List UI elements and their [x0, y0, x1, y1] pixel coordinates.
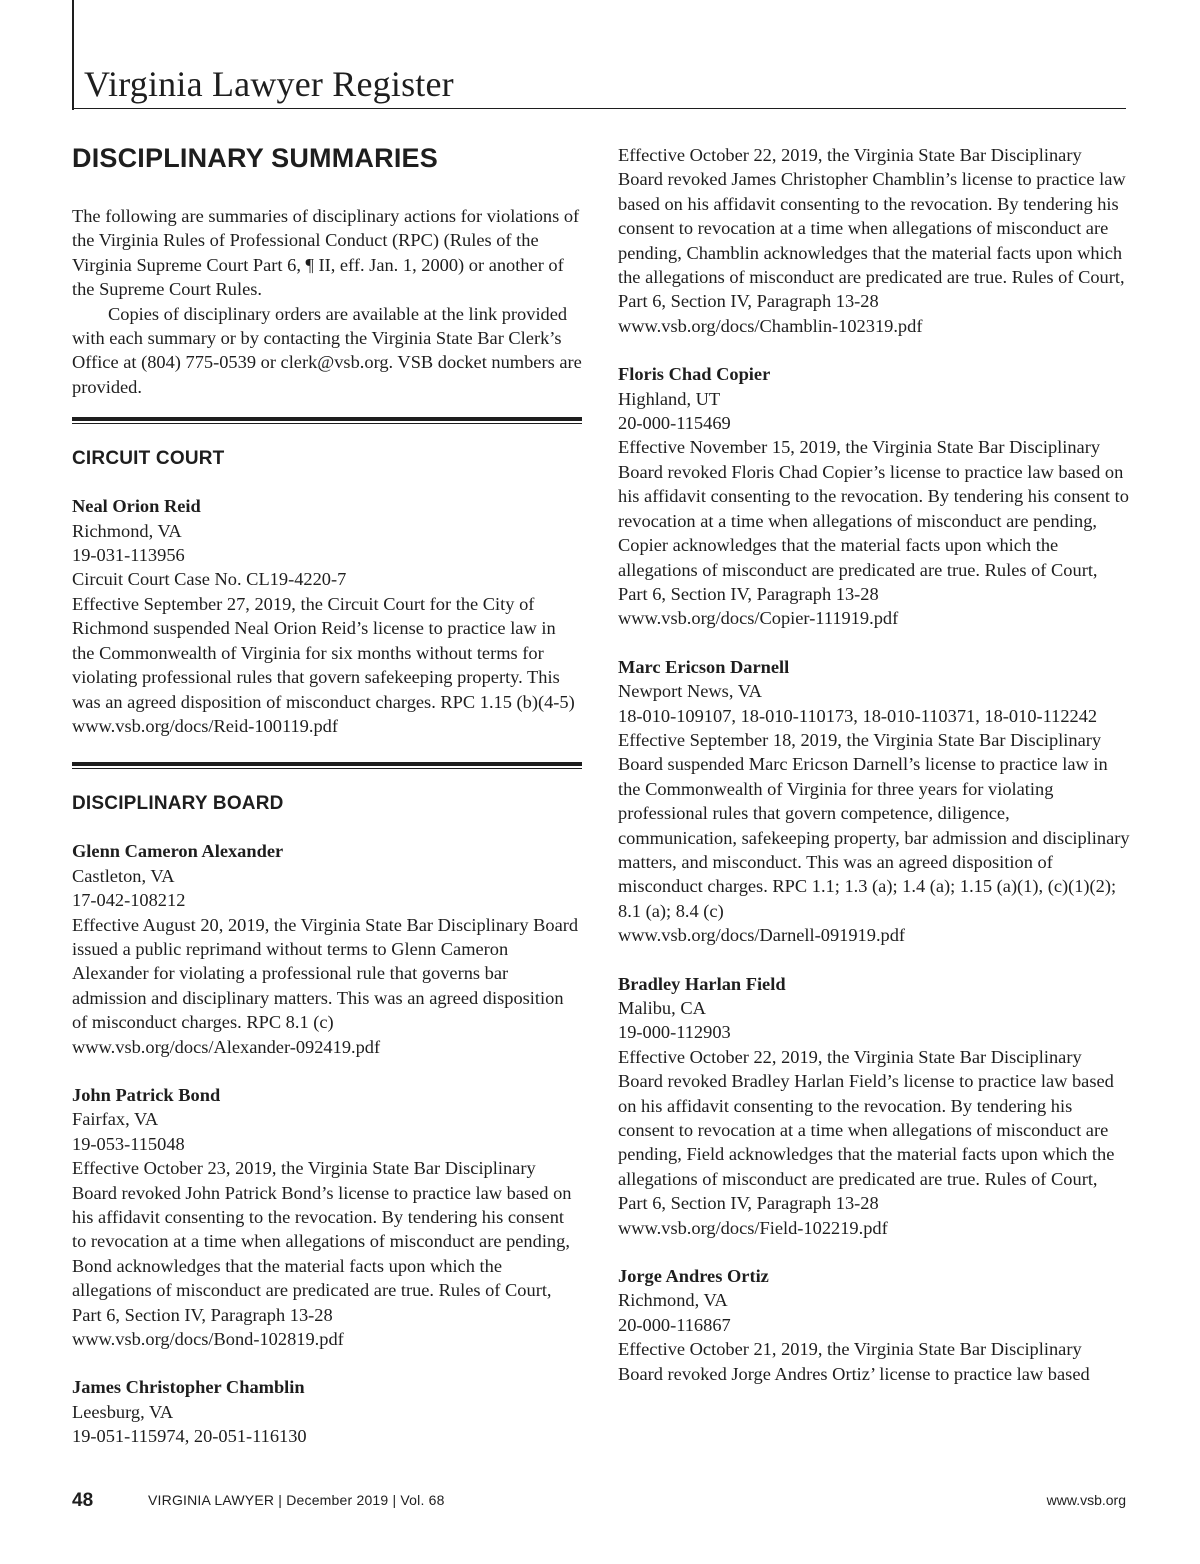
entry-copier: [618, 362, 1130, 630]
header-vertical-rule: [72, 0, 74, 110]
entry-summary: Effective October 23, 2019, the Virginia State Bar Disciplinary Board revoked John Patrick Bond’s license to practice law based on his affidavit consenting to the revocation. By tendering his consent to revocation at a time when allegations of misconduct are pending, Bond acknowledges that the material facts upon which the allegations of misconduct are predicated are true. Rules of Court, Part 6, Section IV, Paragraph 13-28: [72, 1158, 572, 1325]
entry-name: Jorge Andres Ortiz: [618, 1266, 769, 1287]
entry-link[interactable]: www.vsb.org/docs/Copier-111919.pdf: [618, 608, 899, 629]
section-divider: [72, 762, 582, 769]
entry-link[interactable]: www.vsb.org/docs/Darnell-091919.pdf: [618, 925, 906, 946]
entry-location: Castleton, VA: [72, 865, 175, 886]
entry-name: Floris Chad Copier: [618, 364, 771, 385]
entry-alexander: [72, 839, 582, 1059]
page-footer: [72, 1490, 1126, 1514]
entry-location: Richmond, VA: [72, 520, 182, 541]
entry-location: Fairfax, VA: [72, 1109, 159, 1130]
entry-location: Leesburg, VA: [72, 1401, 174, 1422]
entry-name: Glenn Cameron Alexander: [72, 841, 284, 862]
entry-name: Marc Ericson Darnell: [618, 656, 790, 677]
entry-summary: Effective October 22, 2019, the Virginia State Bar Disciplinary Board revoked Bradley Harlan Field’s license to practice law based on his affidavit consenting to the revocation. By tendering his consent to revocation at a time when allegations of misconduct are pending, Field acknowledges that the material facts upon which the allegations of misconduct are predicated are true. Rules of Court, Part 6, Section IV, Paragraph 13-28: [618, 1046, 1115, 1214]
running-head: Virginia Lawyer Register: [84, 64, 454, 104]
section-heading-disciplinary-board: DISCIPLINARY BOARD: [72, 793, 284, 815]
entry-summary: Effective September 18, 2019, the Virginia State Bar Disciplinary Board suspended Marc Ericson Darnell’s license to practice law in the Commonwealth of Virginia for three years for violating professional rules that govern competence, diligence, communication, safekeeping property, bar admission and disciplinary matters, and misconduct. This was an agreed disposition of misconduct charges. RPC 1.1; 1.3 (a); 1.4 (a); 1.15 (a)(1), (c)(1)(2); 8.1 (a); 8.4 (c): [618, 729, 1130, 921]
entry-summary: Effective September 27, 2019, the Circuit Court for the City of Richmond suspended Neal Orion Reid’s license to practice law in the Commonwealth of Virginia for six months without terms for violating professional rules that govern safekeeping property. This was an agreed disposition of misconduct charges. RPC 1.15 (b)(4-5): [72, 593, 575, 712]
entry-bond: [72, 1083, 582, 1351]
entry-location: Richmond, VA: [618, 1290, 728, 1311]
entry-link[interactable]: www.vsb.org/docs/Field-102219.pdf: [618, 1217, 888, 1238]
entry-summary: Effective October 22, 2019, the Virginia State Bar Disciplinary Board revoked James Christopher Chamblin’s license to practice law based on his affidavit consenting to the revocation. By tendering his consent to revocation at a time when allegations of misconduct are pending, Chamblin acknowledges that the material facts upon which the allegations of misconduct are predicated are true. Rules of Court, Part 6, Section IV, Paragraph 13-28: [618, 145, 1126, 312]
page-number: 48: [72, 1490, 94, 1511]
entry-link[interactable]: www.vsb.org/docs/Reid-100119.pdf: [72, 715, 338, 736]
entry-docket: 19-051-115974, 20-051-116130: [72, 1426, 307, 1447]
entry-name: John Patrick Bond: [72, 1084, 221, 1105]
entry-name: Neal Orion Reid: [72, 496, 201, 517]
entry-docket: 20-000-115469: [618, 413, 731, 434]
entry-chamblin-continued: [618, 143, 1130, 338]
entry-reid: [72, 494, 582, 738]
entry-docket: 19-000-112903: [618, 1022, 731, 1043]
footer-website-link[interactable]: www.vsb.org: [1046, 1492, 1126, 1508]
section-divider: [72, 417, 582, 424]
entry-link[interactable]: www.vsb.org/docs/Alexander-092419.pdf: [72, 1036, 381, 1057]
entry-name: Bradley Harlan Field: [618, 973, 786, 994]
entry-link[interactable]: www.vsb.org/docs/Chamblin-102319.pdf: [618, 315, 923, 336]
entry-docket: 19-053-115048: [72, 1133, 185, 1154]
entry-summary: Effective October 21, 2019, the Virginia State Bar Disciplinary Board revoked Jorge Andres Ortiz’ license to practice law based: [618, 1339, 1090, 1384]
entry-location: Malibu, CA: [618, 998, 706, 1018]
entry-field: [618, 972, 1130, 1240]
entry-docket: 17-042-108212: [72, 890, 186, 911]
section-heading-circuit-court: CIRCUIT COURT: [72, 448, 225, 470]
entry-docket: 20-000-116867: [618, 1314, 731, 1335]
entry-location: Newport News, VA: [618, 681, 762, 702]
entry-link[interactable]: www.vsb.org/docs/Bond-102819.pdf: [72, 1329, 344, 1350]
header-horizontal-rule: [72, 108, 1126, 109]
entry-docket: 18-010-109107, 18-010-110173, 18-010-110371, 18-010-112242: [618, 705, 1098, 726]
entry-summary: Effective August 20, 2019, the Virginia State Bar Disciplinary Board issued a public reprimand without terms to Glenn Cameron Alexander for violating a professional rule that governs bar admission and disciplinary matters. This was an agreed disposition of misconduct charges. RPC 8.1 (c): [72, 914, 579, 1033]
entry-darnell: [618, 655, 1130, 948]
intro-paragraph: The following are summaries of disciplinary actions for violations of the Virginia Rules of Professional Conduct (RPC) (Rules of the Virginia Supreme Court Part 6, ¶ II, eff. Jan. 1, 2000) or another of the Supreme Court Rules.: [72, 206, 580, 300]
entry-chamblin-header: [72, 1375, 582, 1448]
entry-ortiz: [618, 1264, 1130, 1386]
entry-name: James Christopher Chamblin: [72, 1377, 305, 1398]
entry-case-number: Circuit Court Case No. CL19-4220-7: [72, 569, 347, 590]
entry-summary: Effective November 15, 2019, the Virginia State Bar Disciplinary Board revoked Floris Chad Copier’s license to practice law based on his affidavit consenting to the revocation. By tendering his consent to revocation at a time when allegations of misconduct are pending, Copier acknowledges that the material facts upon which the allegations of misconduct are predicated are true. Rules of Court, Part 6, Section IV, Paragraph 13-28: [618, 437, 1129, 604]
left-column: [72, 140, 582, 1473]
intro-paragraph-orders: Copies of disciplinary orders are available at the link provided with each summary or by contacting the Virginia State Bar Clerk’s Office at (804) 775-0539 or clerk@vsb.org. VSB docket numbers are provided.: [72, 303, 582, 397]
article-title: DISCIPLINARY SUMMARIES: [72, 143, 438, 173]
right-column: [618, 143, 1130, 1410]
entry-location: Highland, UT: [618, 388, 721, 409]
magazine-issue: VIRGINIA LAWYER | December 2019 | Vol. 68: [148, 1492, 445, 1508]
entry-docket: 19-031-113956: [72, 545, 185, 566]
